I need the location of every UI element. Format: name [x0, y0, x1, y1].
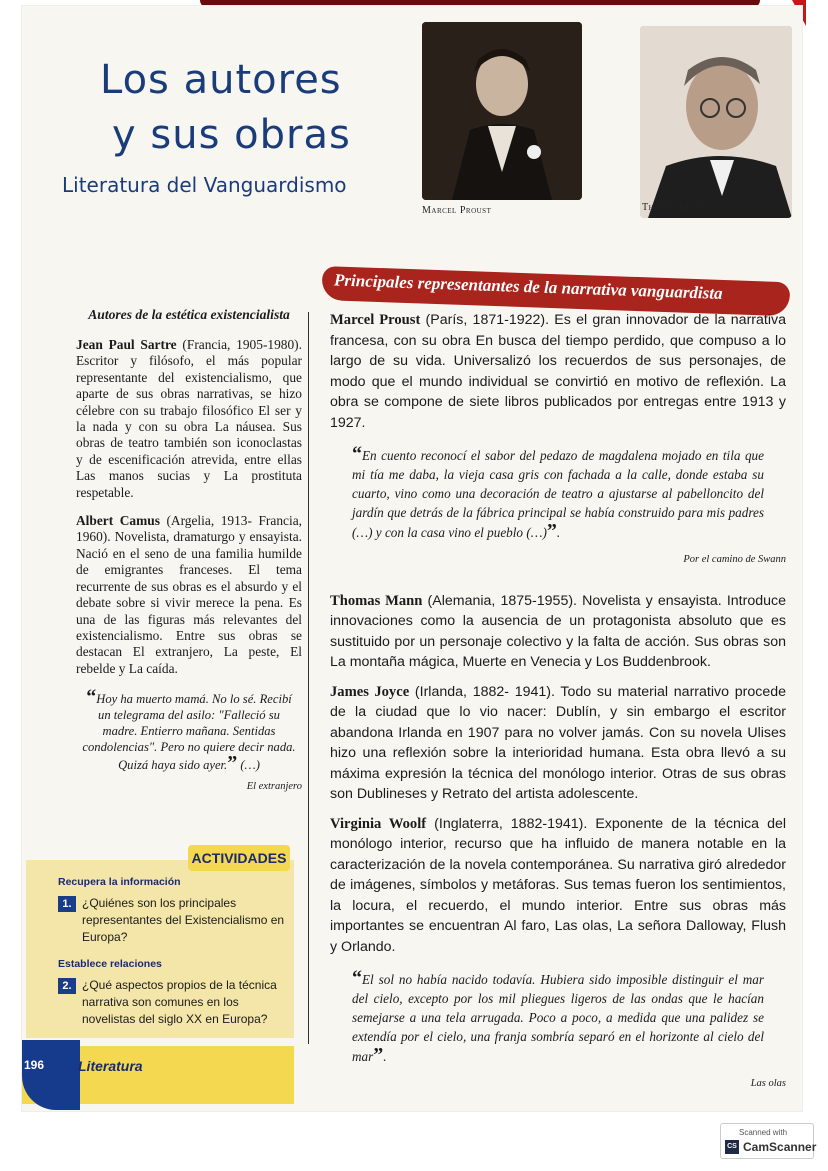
- footer-page-tab: [22, 1040, 80, 1110]
- woolf-quote-close: ”: [373, 1044, 384, 1066]
- woolf-quote-open: “: [352, 967, 362, 989]
- camus-paragraph: [76, 513, 302, 677]
- mann-name: Thomas Mann: [330, 592, 423, 609]
- camus-quote: [76, 686, 302, 775]
- camscanner-logo-icon: CS: [725, 1140, 739, 1154]
- camscanner-watermark: [720, 1123, 817, 1159]
- proust-paragraph: [330, 310, 786, 433]
- section-banner: Principales representantes de la narrativa vanguardista: [321, 266, 790, 316]
- portrait-mann-icon: [640, 26, 792, 218]
- watermark-line-2: CamScanner: [743, 1140, 817, 1154]
- question-2-number: 2.: [58, 978, 76, 994]
- right-column: [330, 310, 786, 1115]
- page-number: 196: [24, 1058, 45, 1072]
- activities-section-1: Recupera la información: [58, 876, 181, 888]
- quote-open-mark: “: [86, 686, 97, 709]
- joyce-text: (Irlanda, 1882- 1941). Todo su material narrativo procede de la ciudad que lo vio nacer: Dublín, y sin embargo el escritor abandona Irlanda en 1907 para no volver jamás. Con su novela Ulises hizo una reflexión sobre la interioridad humana. Esta obra llevó a su máxima expresión la técnica del monólogo interior. Otras de sus obras son Dublineses y Retrato del artista adolescente.: [330, 683, 786, 802]
- subtitle: Literatura del Vanguardismo: [62, 173, 347, 197]
- proust-quote: [352, 445, 764, 542]
- proust-quote-source: Por el camino de Swann: [683, 554, 786, 565]
- proust-text: (París, 1871-1922). Es el gran innovador de la narrativa francesa, con su obra En busca del tiempo perdido, que compuso a lo largo de su vida. Universalizó los recuerdos de sus personajes, de modo que el mundo individual se convirtió en motivo de reflexión. La obra se compone de siete libros publicados por entregas entre 1913 y 1927.: [330, 312, 786, 431]
- woolf-quote-text: El sol no había nacido todavía. Hubiera sido imposible distinguir el mar del cielo, excepto por los mil pliegues ligeros de las ondas que le hacían semejarse a una tela arrugada. Poco a poco, a medida que una palidez se extendía por el cielo, una franja sombría separó en el horizonte al cielo del mar: [352, 972, 764, 1064]
- activities-section-2: Establece relaciones: [58, 958, 162, 970]
- woolf-text: (Inglaterra, 1882-1941). Exponente de la técnica del monólogo interior, recurso que ha influido de manera notable en la caracterización de la novela contemporánea. Su narrativa giró alrededor de imágenes, símbolos y metáforas. Sus temas fueron los sentimientos, la locura, el recuerdo, el mundo interior. Entre sus obras más importantes se encuentran Al faro, Las olas, La señora Dalloway, Flush y Orlando.: [330, 815, 786, 955]
- camus-text: (Argelia, 1913- Francia, 1960). Novelista, dramaturgo y ensayista. Nació en el seno de una familia humilde de emigrantes franceses. El tema recurrente de sus obras es el absurdo y el debate sobre si vivir merece la pena. Es una de las figuras más relevantes del existencialismo. Entre sus obras se destacan El extranjero, La peste, El rebelde y La caída.: [76, 513, 302, 676]
- left-column: [76, 306, 302, 796]
- title-line-1: Los autores: [100, 57, 342, 103]
- sartre-text: (Francia, 1905-1980). Escritor y filósofo, el más popular representante del existencialismo, que aparte de sus obras narrativas, se hizo célebre con su trabajo filosófico El ser y la nada y con su obra La náusea. Sus obras de teatro también son iconoclastas y de escenificación atrevida, entre ellas Las manos sucias y La prostituta respetable.: [76, 337, 302, 500]
- activity-question-1: [58, 895, 286, 946]
- question-2-text: ¿Qué aspectos propios de la técnica narrativa son comunes en los novelistas del siglo XX en Europa?: [82, 978, 277, 1026]
- woolf-name: Virginia Woolf: [330, 815, 427, 832]
- sartre-paragraph: [76, 337, 302, 501]
- sartre-name: Jean Paul Sartre: [76, 337, 177, 352]
- proust-name: Marcel Proust: [330, 312, 421, 328]
- column-divider: [308, 312, 309, 1044]
- woolf-quote-period: .: [383, 1049, 387, 1064]
- quote-close-mark: ”: [227, 752, 238, 775]
- mann-text: (Alemania, 1875-1955). Novelista y ensayista. Introduce innovaciones como la ausencia de un protagonista absoluto que es sustituido por un personaje colectivo y la falta de acción. Sus obras son La montaña mágica, Muerte en Venecia y Los Buddenbrook.: [330, 592, 786, 670]
- question-1-text: ¿Quiénes son los principales representantes del Existencialismo en Europa?: [82, 896, 285, 944]
- woolf-paragraph: [330, 814, 786, 958]
- photo-marcel-proust: [422, 22, 582, 200]
- portrait-proust-icon: [422, 22, 582, 200]
- proust-quote-period: .: [556, 525, 561, 540]
- left-heading: Autores de la estética existencialista: [88, 307, 290, 322]
- camus-quote-tail: (…): [237, 758, 260, 773]
- camus-quote-text: Hoy ha muerto mamá. No lo sé. Recibí un telegrama del asilo: "Falleció su madre. Entierro mañana. Sentidas condolencias". Pero no quiere decir nada. Quizá haya sido ayer.: [82, 692, 296, 773]
- woolf-quote: [352, 969, 764, 1066]
- activities-title: ACTIVIDADES: [188, 845, 290, 871]
- camus-name: Albert Camus: [76, 513, 160, 529]
- watermark-line-1: Scanned with: [739, 1128, 788, 1137]
- caption-mann: Thomas Mann: [642, 202, 706, 213]
- joyce-name: James Joyce: [330, 683, 410, 700]
- footer-label: Literatura: [78, 1058, 143, 1074]
- camus-quote-source: El extranjero: [246, 781, 302, 793]
- woolf-quote-source: Las olas: [750, 1078, 786, 1089]
- photo-thomas-mann: [640, 26, 792, 218]
- title-line-2: y sus obras: [112, 112, 351, 158]
- mann-paragraph: [330, 591, 786, 673]
- proust-quote-close: ”: [546, 520, 557, 542]
- question-1-number: 1.: [58, 896, 76, 912]
- proust-quote-open: “: [352, 443, 362, 465]
- joyce-paragraph: [330, 682, 786, 805]
- proust-quote-text: En cuento reconocí el sabor del pedazo de magdalena mojado en tila que mi tía me daba, la vieja casa gris con fachada a la calle, donde estaba su cuarto, vino como una decoración de teatro a ajustarse al pabelloncito del jardín que detrás de la fábrica principal se había construido para mis padres (…) y con la casa vino el pueblo (…): [352, 448, 764, 540]
- caption-proust: Marcel Proust: [422, 205, 492, 216]
- activity-question-2: [58, 977, 286, 1028]
